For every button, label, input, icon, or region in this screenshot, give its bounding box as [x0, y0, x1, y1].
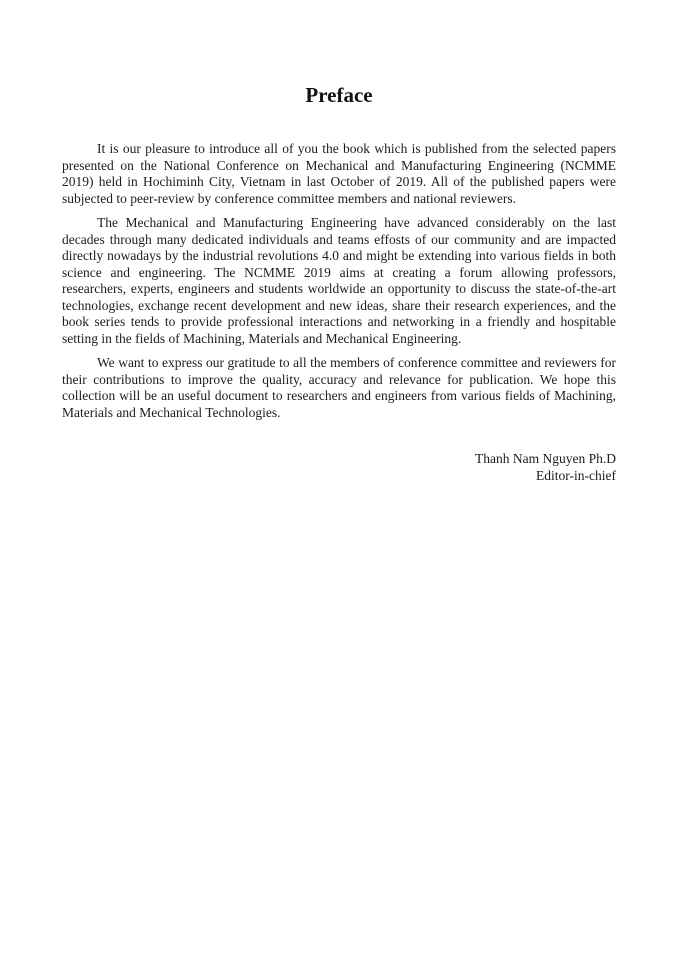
- paragraph-conference-overview: The Mechanical and Manufacturing Engineering have advanced considerably on the last decades through many dedicated individuals and teams effosts of our community and are impacted directly nowadays by the industrial revolutions 4.0 and might be extending into various fields in both science and engineering. The NCMME 2019 aims at creating a forum allowing professors, researchers, experts, engineers and students worldwide an opportunity to discuss the state-of-the-art technologies, exchange recent development and new ideas, share their research experiences, and the book series tends to provide professional interactions and networking in a friendly and hospitable setting in the fields of Machining, Materials and Mechanical Engineering.: [62, 215, 616, 346]
- signature-name: Thanh Nam Nguyen Ph.D: [475, 451, 616, 466]
- paragraph-introduction: It is our pleasure to introduce all of you the book which is published from the selected papers presented on the National Conference on Mechanical and Manufacturing Engineering (NCMME 2019) held in Hochiminh City, Vietnam in last October of 2019. All of the published papers were subjected to peer-review by conference committee members and national reviewers.: [62, 141, 616, 206]
- signature-block: [62, 451, 616, 484]
- paragraph-gratitude: We want to express our gratitude to all the members of conference committee and reviewers for their contributions to improve the quality, accuracy and relevance for publication. We hope this collection will be an useful document to researchers and engineers from various fields of Machining, Materials and Mechanical Technologies.: [62, 355, 616, 420]
- page-title: Preface: [305, 83, 373, 107]
- signature-role: Editor-in-chief: [536, 467, 616, 483]
